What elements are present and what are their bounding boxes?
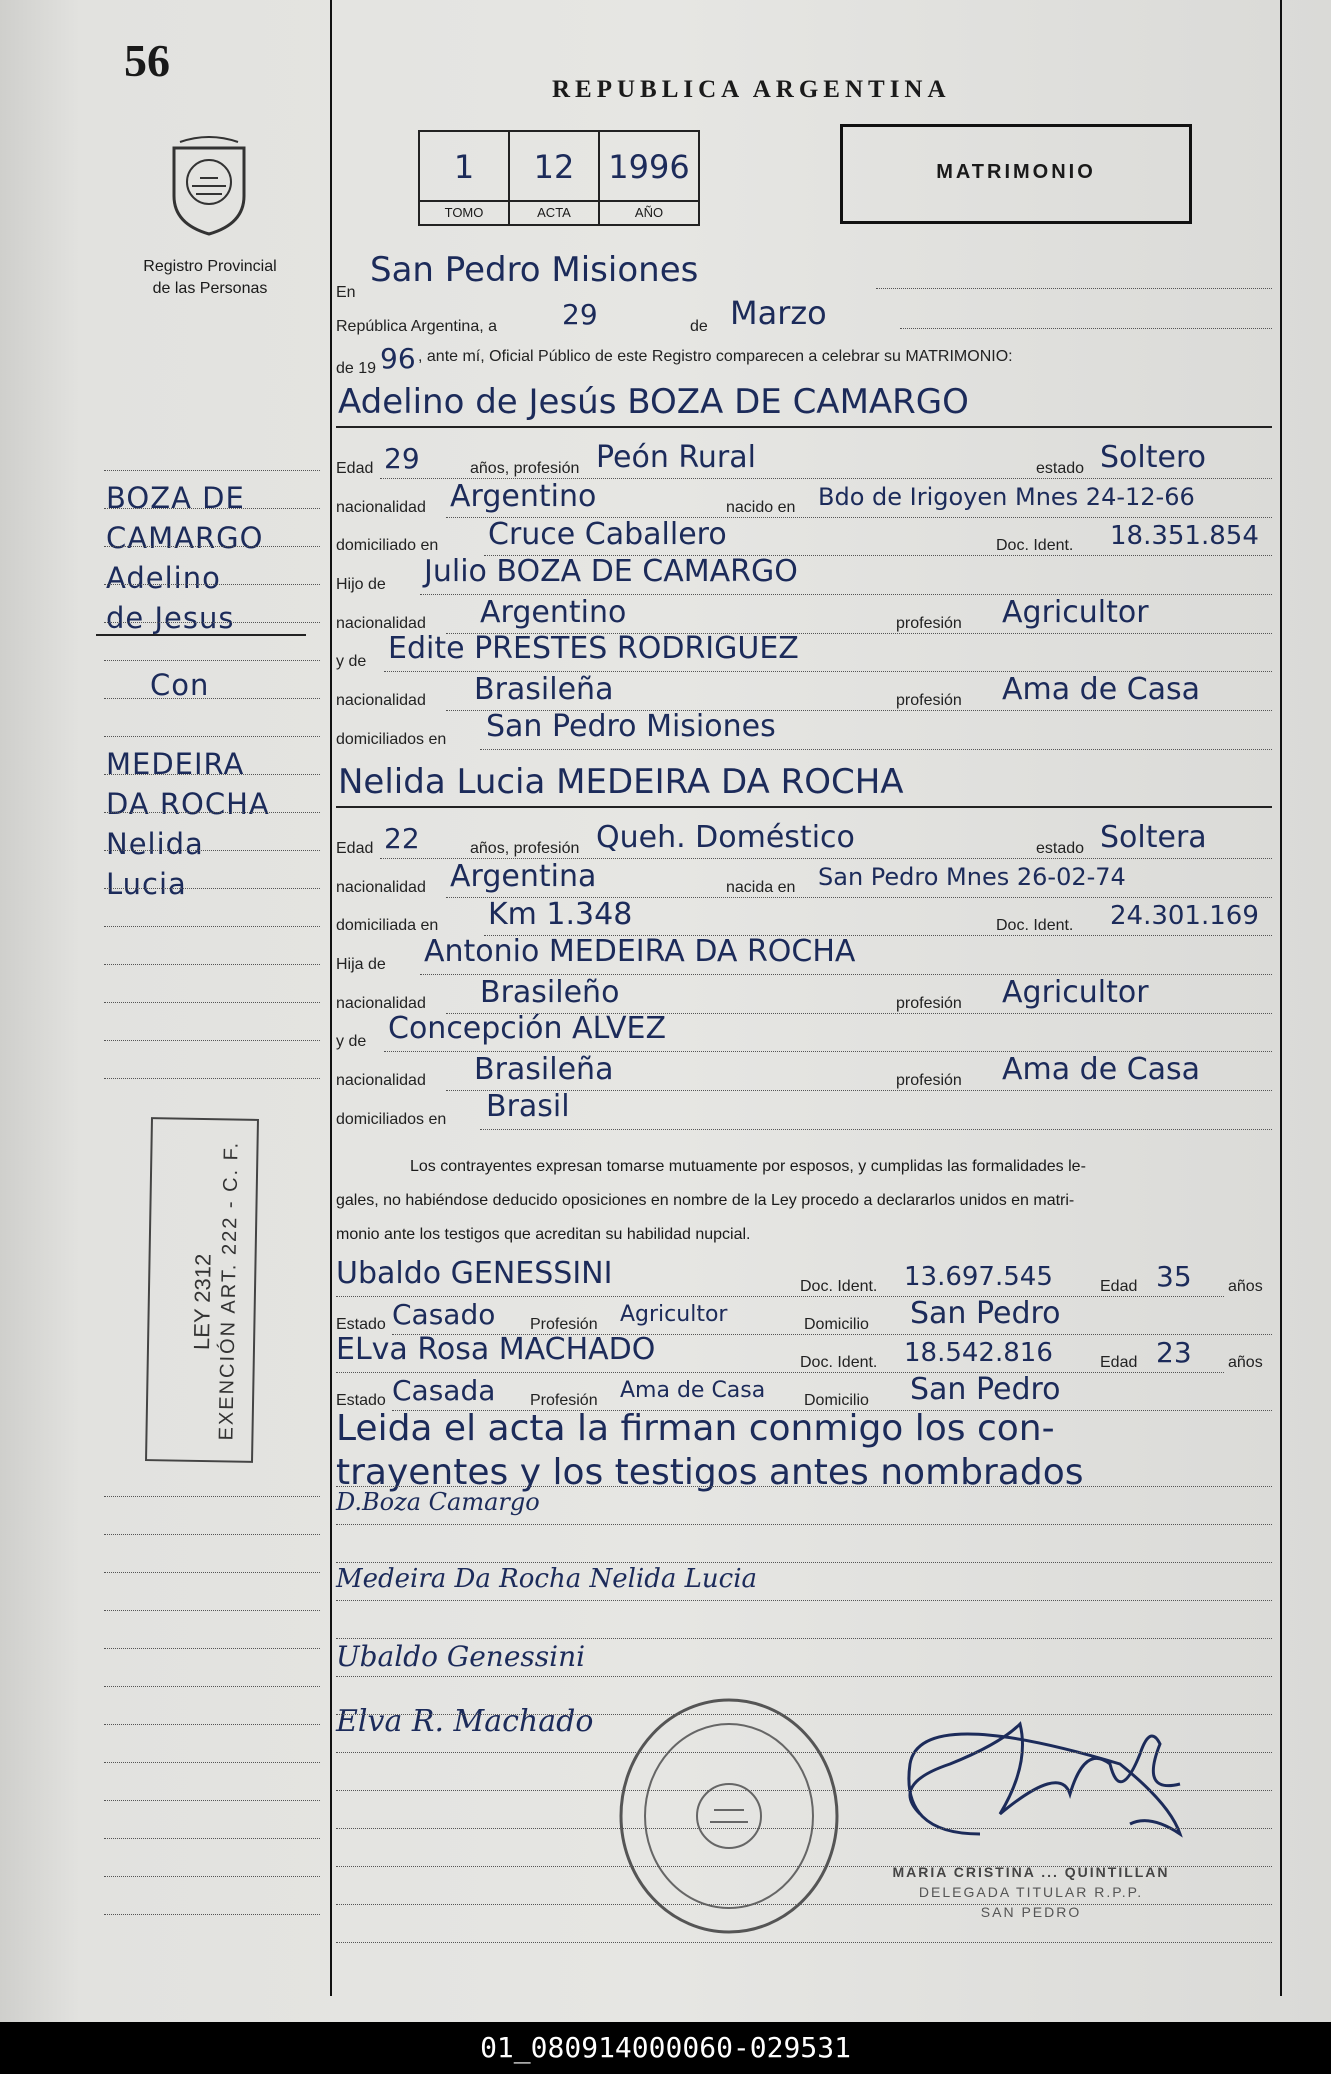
country-title: REPUBLICA ARGENTINA <box>552 76 951 103</box>
bride-nac_label: nacionalidad <box>336 995 426 1012</box>
registry-name: Registro Provincial de las Personas <box>143 258 277 297</box>
bride-marital_status: Soltera <box>1100 820 1207 855</box>
witness-anos-label: años <box>1228 1354 1263 1371</box>
bride-prof_label: profesión <box>896 995 962 1012</box>
tomo-cell: 1 TOMO <box>420 132 510 224</box>
witness-profesion: Agricultor <box>620 1302 728 1327</box>
bride-doc_label: Doc. Ident. <box>996 917 1074 934</box>
witness-anos-label: años <box>1228 1278 1263 1295</box>
margin-line <box>104 850 320 851</box>
witness-estado: Casada <box>392 1374 496 1407</box>
groom-father_label: Hijo de <box>336 576 386 593</box>
margin-line <box>104 1572 320 1573</box>
bride-nacida_label: nacida en <box>726 879 796 896</box>
margin-line <box>104 1078 320 1079</box>
witness-estado: Casado <box>392 1298 496 1331</box>
bride-address: Km 1.348 <box>488 897 633 932</box>
bride-father: Antonio MEDEIRA DA ROCHA <box>424 934 856 969</box>
line <box>480 1129 1272 1130</box>
margin-line <box>104 470 320 471</box>
witness-name: Ubaldo GENESSINI <box>336 1256 613 1291</box>
month-value: Marzo <box>730 294 827 332</box>
groom-mother_label: y de <box>336 653 367 670</box>
witness-doc-label: Doc. Ident. <box>800 1354 878 1371</box>
line <box>336 1372 1224 1373</box>
groom-full_name: Adelino de Jesús BOZA DE CAMARGO <box>338 382 969 422</box>
page-number: 56 <box>124 35 170 86</box>
acta-cell: 12 ACTA <box>510 132 600 224</box>
witness-age: 35 <box>1156 1260 1192 1293</box>
groom-anos_prof_label: años, profesión <box>470 460 580 477</box>
margin-line <box>104 1002 320 1003</box>
margin-conjunction: Con <box>150 668 210 702</box>
bride-profession: Queh. Doméstico <box>596 820 855 855</box>
margin-line <box>104 1838 320 1839</box>
witness-estado-label: Estado <box>336 1316 386 1333</box>
witness-domicilio: San Pedro <box>910 1372 1061 1407</box>
bride-father_label: Hija de <box>336 956 386 973</box>
margin-line <box>104 1496 320 1497</box>
bride-estado_label: estado <box>1036 840 1085 857</box>
groom-father_prof: Agricultor <box>1002 595 1149 630</box>
groom-parents_dom_label: domiciliados en <box>336 731 447 748</box>
day-value: 29 <box>562 298 598 331</box>
provincial-seal-icon <box>166 136 252 236</box>
margin-line <box>104 812 320 813</box>
signature-line <box>336 1752 1272 1753</box>
bride-edad_label: Edad <box>336 840 374 857</box>
margin-line <box>104 1800 320 1801</box>
groom-address: Cruce Caballero <box>488 517 727 552</box>
groom-doc_label: Doc. Ident. <box>996 537 1074 554</box>
margin-line <box>104 1534 320 1535</box>
closing-line-1: Leida el acta la firman conmigo los con- <box>336 1408 1055 1449</box>
bride-nac_label: nacionalidad <box>336 879 426 896</box>
signature-line <box>336 1486 1272 1487</box>
bride-anos_prof_label: años, profesión <box>470 840 580 857</box>
signature-line <box>336 1790 1272 1791</box>
witness-edad-label: Edad <box>1100 1278 1138 1295</box>
signature-line <box>336 1714 1272 1715</box>
groom-domic_label: domiciliado en <box>336 537 439 554</box>
bride-birth: San Pedro Mnes 26-02-74 <box>818 863 1126 891</box>
legal-text: Los contrayentes expresan tomarse mutuamente por esposos, y cumplidas las formalidades le- gales, no habiéndose deducido oposiciones en nombre de la Ley procedo a declararlos unidos en matri- monio ante los testigos que acreditan su habilidad nupcial. <box>336 1158 1086 1243</box>
groom-nac_label: nacionalidad <box>336 615 426 632</box>
groom-nac_label: nacionalidad <box>336 692 426 709</box>
margin-line <box>104 1762 320 1763</box>
witness-age: 23 <box>1156 1336 1192 1369</box>
margin-line <box>104 546 320 547</box>
line <box>336 426 1272 428</box>
bride-father_nat: Brasileño <box>480 975 620 1010</box>
margin-line <box>104 698 320 699</box>
intro-statement: , ante mí, Oficial Público de este Registro comparecen a celebrar su MATRIMONIO: <box>418 348 1013 365</box>
bride-full_name: Nelida Lucia MEDEIRA DA ROCHA <box>338 762 904 802</box>
groom-mother_nat: Brasileña <box>474 672 614 707</box>
bride-mother: Concepción ALVEZ <box>388 1011 667 1046</box>
margin-line <box>104 1914 320 1915</box>
place-value: San Pedro Misiones <box>370 250 699 290</box>
witness-domicilio-label: Domicilio <box>804 1316 869 1333</box>
republica-label: República Argentina, a <box>336 318 497 335</box>
signature-line <box>336 1562 1272 1563</box>
bride-nac_label: nacionalidad <box>336 1072 426 1089</box>
registry-round-stamp <box>614 1694 844 1938</box>
groom-nac_label: nacionalidad <box>336 499 426 516</box>
ano-cell: 1996 AÑO <box>600 132 698 224</box>
year-prefix: de 19 <box>336 360 377 377</box>
line <box>876 288 1272 289</box>
witness-name: ELva Rosa MACHADO <box>336 1332 656 1367</box>
bride-age: 22 <box>384 822 420 855</box>
margin-line <box>104 1686 320 1687</box>
bride-nationality: Argentina <box>450 859 597 894</box>
line <box>336 806 1272 808</box>
official-signature <box>880 1704 1200 1854</box>
groom-nacido_label: nacido en <box>726 499 796 516</box>
groom-mother: Edite PRESTES RODRIGUEZ <box>388 631 799 666</box>
bride-doc: 24.301.169 <box>1110 901 1259 931</box>
margin-groom-name: BOZA DE CAMARGO Adelino de Jesus <box>106 481 264 635</box>
bride-prof_label: profesión <box>896 1072 962 1089</box>
signature-witness-1: Ubaldo Genessini <box>336 1640 586 1673</box>
registry-reference-box <box>418 130 700 226</box>
witness-profesion-label: Profesión <box>530 1316 598 1333</box>
signature-line <box>336 1600 1272 1601</box>
bride-domic_label: domiciliada en <box>336 917 439 934</box>
left-margin-rule <box>330 0 332 1996</box>
line <box>336 1296 1224 1297</box>
witness-doc: 18.542.816 <box>904 1338 1053 1368</box>
groom-estado_label: estado <box>1036 460 1085 477</box>
witness-domicilio: San Pedro <box>910 1296 1061 1331</box>
bride-parents_dom_label: domiciliados en <box>336 1111 447 1128</box>
delegada-stamp: MARIA CRISTINA ... QUINTILLAN DELEGADA TITULAR R.P.P. SAN PEDRO <box>892 1864 1170 1920</box>
footer-id: 01_080914000060-029531 <box>0 2022 1331 2074</box>
signature-bride: Medeira Da Rocha Nelida Lucia <box>336 1564 758 1594</box>
signature-line <box>336 1828 1272 1829</box>
margin-bride-name: MEDEIRA DA ROCHA Nelida Lucia <box>106 747 270 901</box>
signature-line <box>336 1866 1272 1867</box>
margin-line <box>104 1648 320 1649</box>
groom-marital_status: Soltero <box>1100 440 1206 475</box>
line <box>480 749 1272 750</box>
line <box>900 328 1272 329</box>
line <box>446 1090 1272 1091</box>
witness-profesion: Ama de Casa <box>620 1378 766 1403</box>
groom-doc: 18.351.854 <box>1110 521 1259 551</box>
groom-mother_prof: Ama de Casa <box>1002 672 1201 707</box>
groom-age: 29 <box>384 442 420 475</box>
witness-profesion-label: Profesión <box>530 1392 598 1409</box>
signature-groom: D.Boza Camargo <box>336 1488 540 1516</box>
groom-father_nat: Argentino <box>480 595 627 630</box>
margin-underline <box>96 634 306 636</box>
tax-exemption-stamp: LEY 2312 EXENCIÓN ART. 222 - C. F. <box>145 1117 259 1463</box>
bride-mother_nat: Brasileña <box>474 1052 614 1087</box>
margin-line <box>104 1040 320 1041</box>
bride-father_prof: Agricultor <box>1002 975 1149 1010</box>
margin-line <box>104 660 320 661</box>
signature-line <box>336 1942 1272 1943</box>
margin-line <box>104 622 320 623</box>
witness-edad-label: Edad <box>1100 1354 1138 1371</box>
en-label: En <box>336 284 356 301</box>
groom-edad_label: Edad <box>336 460 374 477</box>
bride-mother_prof: Ama de Casa <box>1002 1052 1201 1087</box>
right-margin-rule <box>1280 0 1282 1996</box>
de-label: de <box>690 318 708 335</box>
margin-line <box>104 508 320 509</box>
groom-parents_address: San Pedro Misiones <box>486 709 776 744</box>
groom-father: Julio BOZA DE CAMARGO <box>424 554 798 589</box>
margin-line <box>104 736 320 737</box>
bride-parents_address: Brasil <box>486 1089 570 1124</box>
margin-line <box>104 1876 320 1877</box>
margin-line <box>104 926 320 927</box>
signature-line <box>336 1676 1272 1677</box>
closing-line-2: trayentes y los testigos antes nombrados <box>336 1452 1084 1493</box>
margin-line <box>104 1724 320 1725</box>
year-suffix: 96 <box>380 342 416 375</box>
witness-domicilio-label: Domicilio <box>804 1392 869 1409</box>
margin-line <box>104 888 320 889</box>
signature-line <box>336 1524 1272 1525</box>
signature-line <box>336 1638 1272 1639</box>
witness-doc: 13.697.545 <box>904 1262 1053 1292</box>
bride-mother_label: y de <box>336 1033 367 1050</box>
signature-witness-2: Elva R. Machado <box>336 1704 594 1739</box>
groom-prof_label: profesión <box>896 692 962 709</box>
groom-nationality: Argentino <box>450 479 597 514</box>
witness-doc-label: Doc. Ident. <box>800 1278 878 1295</box>
signature-line <box>336 1904 1272 1905</box>
groom-prof_label: profesión <box>896 615 962 632</box>
margin-line <box>104 1610 320 1611</box>
margin-line <box>104 964 320 965</box>
margin-line <box>104 774 320 775</box>
groom-birth: Bdo de Irigoyen Mnes 24-12-66 <box>818 483 1195 511</box>
groom-profession: Peón Rural <box>596 440 756 475</box>
act-type-box: MATRIMONIO <box>840 124 1192 224</box>
witness-estado-label: Estado <box>336 1392 386 1409</box>
margin-line <box>104 584 320 585</box>
